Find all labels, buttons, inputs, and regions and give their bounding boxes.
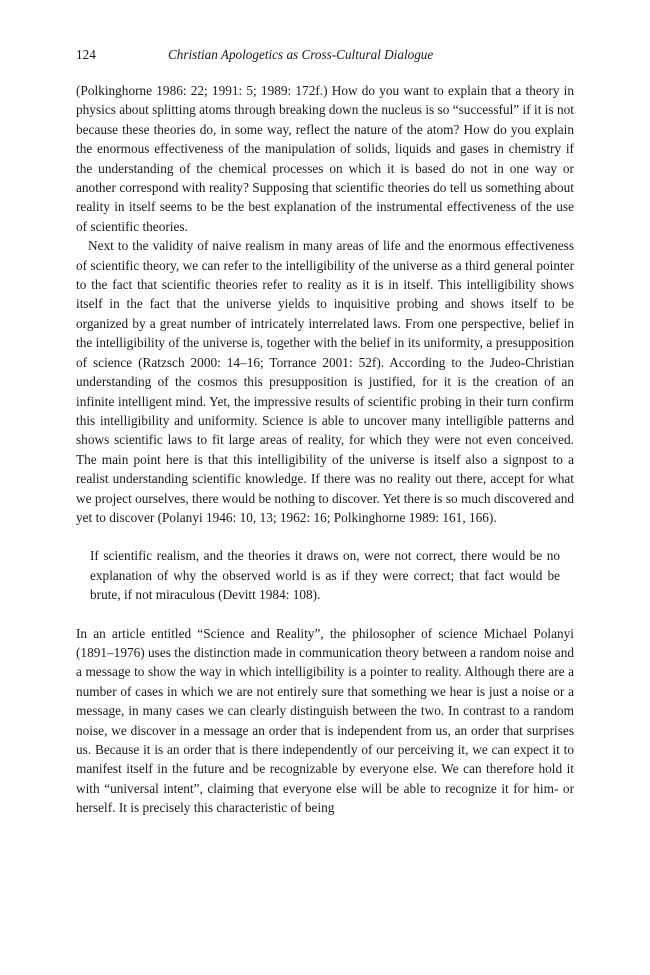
body-paragraph-3: In an article entitled “Science and Reality”, the philosopher of science Michael Polanyi (1891–1976) uses the distinction made in communication theory between a random noise and a message to show the way in which intelligibility is a pointer to reality. Although there are a number of cases in which we are not entirely sure that something we hear is just a noise or a message, in many cases we can clearly distinguish between the two. In contrast to a random noise, we discover in a message an order that is independent from us, an order that surprises us. Because it is an order that is there independently of our perceiving it, we can expect it to manifest itself in the future and be recognizable by everyone else. We can therefore hold it with “universal intent”, claiming that everyone else will be able to recognize it for him- or herself. It is precisely this characteristic of being: [76, 625, 574, 816]
body-paragraph-2: Next to the validity of naive realism in many areas of life and the enormous effectiveness of scientific theory, we can refer to the intelligibility of the universe as a third general pointer to the fact that scientific theories refer to reality as it is in itself. This intelligibility shows itself in the fact that the universe yields to inquisitive probing and shows itself to be organized by a great number of intricately interrelated laws. From one perspective, belief in the intelligibility of the universe is, together with the belief in its uniformity, a presupposition of science (Ratzsch 2000: 14–16; Torrance 2001: 52f). According to the Judeo-Christian understanding of the cosmos this presupposition is justified, for it is the creation of an infinite intelligent mind. Yet, the impressive results of scientific probing in their turn confirm this intelligibility and uniformity. Science is able to uncover many intelligible patterns and shows scientific laws to fit large areas of reality, for which they were not even conceived. The main point here is that this intelligibility of the universe is itself also a signpost to a realist understanding scientific knowledge. If there was no reality out there, accept for what we project ourselves, there would be nothing to discover. Yet there is so much discovered and yet to discover (Polanyi 1946: 10, 13; 1962: 16; Polkinghorne 1989: 161, 166).: [76, 238, 574, 525]
block-quote: If scientific realism, and the theories it draws on, were not correct, there would be no explanation of why the observed world is as if they were correct; that fact would be brute, if not miraculous (Devitt 1984: 108).: [90, 548, 560, 603]
page-number: 124: [76, 47, 96, 62]
book-page: [76, 44, 574, 818]
body-paragraph-1: (Polkinghorne 1986: 22; 1991: 5; 1989: 172f.) How do you want to explain that a theory in physics about splitting atoms through breaking down the nucleus is so “successful” if it is not because these theories do, in some way, reflect the nature of the atom? How do you explain the enormous effectiveness of the manipulation of solids, liquids and gases in chemistry if the understanding of the chemical processes on which it is based do not in one way or another correspond with reality? Supposing that scientific theories do tell us something about reality in itself seems to be the best explanation of the instrumental effectiveness of the use of scientific theories.: [76, 83, 574, 234]
running-title: Christian Apologetics as Cross-Cultural Dialogue: [168, 47, 434, 62]
running-header: [76, 44, 574, 66]
